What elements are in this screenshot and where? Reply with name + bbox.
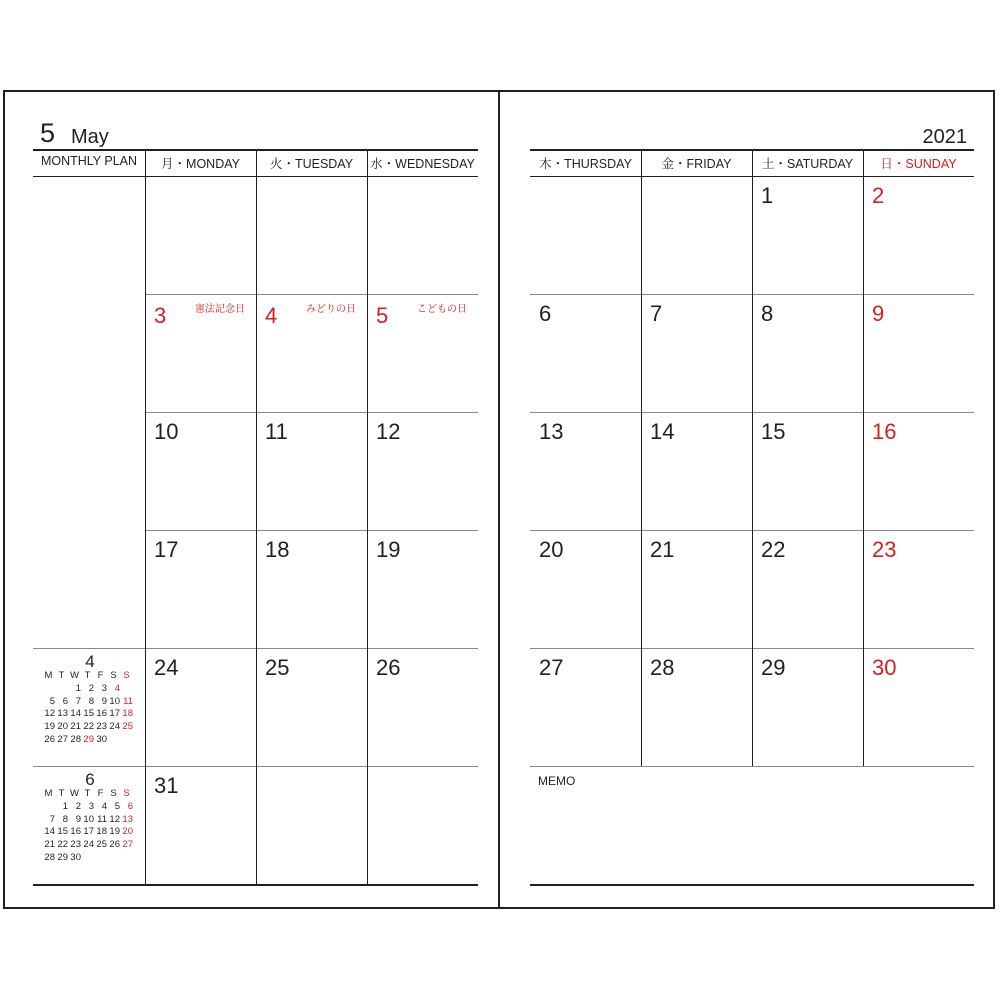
weekday-letter: S xyxy=(110,788,117,799)
mini-calendar-month: 6 xyxy=(85,770,95,789)
mini-day: 8 xyxy=(88,695,94,707)
mini-calendar-week xyxy=(42,814,134,827)
week-divider xyxy=(145,412,478,413)
mini-day: 29 xyxy=(57,851,68,863)
mini-day: 15 xyxy=(57,826,68,838)
weekday-letter: T xyxy=(84,670,91,681)
right-page xyxy=(498,92,993,907)
planner-spread xyxy=(3,90,995,909)
weekday-letter: T xyxy=(58,670,65,681)
mini-day: 6 xyxy=(62,695,68,707)
mini-calendar-month: 4 xyxy=(85,652,95,671)
weekday-letter: S xyxy=(110,670,117,681)
weekday-letter: W xyxy=(70,670,79,681)
mini-day xyxy=(94,852,107,865)
week-divider xyxy=(145,766,478,767)
mini-day xyxy=(81,852,94,865)
mini-day: 20 xyxy=(57,721,68,733)
day-number: 30 xyxy=(872,655,897,680)
mini-day: 1 xyxy=(75,682,81,694)
mini-day: 27 xyxy=(57,733,68,745)
day-number: 18 xyxy=(265,537,290,562)
mini-day: 11 xyxy=(97,813,107,825)
weekday-letter: M xyxy=(44,788,53,799)
mini-divider xyxy=(33,648,145,649)
header-saturday: 土・SATURDAY xyxy=(761,157,854,171)
mini-day: 10 xyxy=(83,813,94,825)
weekday-letter: T xyxy=(58,788,65,799)
mini-calendar-week xyxy=(42,801,134,814)
mini-day: 7 xyxy=(75,695,81,707)
day-number: 5 xyxy=(376,303,389,328)
mini-day xyxy=(107,852,120,865)
left-page xyxy=(5,92,498,907)
column-divider xyxy=(256,149,257,884)
column-divider xyxy=(367,149,368,884)
day-number: 21 xyxy=(650,537,675,562)
weekday-letter: S xyxy=(123,788,130,799)
mini-day: 19 xyxy=(44,721,55,733)
mini-day: 16 xyxy=(70,826,81,838)
mini-day: 2 xyxy=(88,682,94,694)
mini-calendar-weekdays xyxy=(42,670,134,683)
mini-day: 21 xyxy=(44,839,55,851)
mini-calendar-week xyxy=(42,734,134,747)
mini-calendar xyxy=(42,772,134,865)
mini-calendar-week xyxy=(42,708,134,721)
mini-day: 17 xyxy=(109,708,120,720)
column-divider xyxy=(145,149,146,884)
mini-day: 22 xyxy=(83,721,94,733)
bottom-rule xyxy=(33,884,478,886)
mini-calendar-weekdays xyxy=(42,788,134,801)
mini-day xyxy=(42,683,55,696)
memo-label: MEMO xyxy=(538,774,576,788)
header-thursday: 木・THURSDAY xyxy=(539,157,632,171)
mini-day xyxy=(55,683,68,696)
week-divider xyxy=(530,766,974,767)
day-number: 19 xyxy=(376,537,401,562)
mini-day: 3 xyxy=(101,682,107,694)
holiday-label: みどりの日 xyxy=(306,304,356,315)
mini-calendar xyxy=(42,654,134,747)
mini-day: 13 xyxy=(122,813,133,825)
mini-day: 23 xyxy=(70,839,81,851)
mini-day: 18 xyxy=(96,826,107,838)
column-divider xyxy=(641,149,642,766)
day-number: 12 xyxy=(376,419,401,444)
mini-day: 22 xyxy=(57,839,68,851)
mini-day: 18 xyxy=(122,708,133,720)
header-monday: 月・MONDAY xyxy=(161,157,240,171)
holiday-label: こどもの日 xyxy=(417,304,467,315)
mini-calendar-week xyxy=(42,839,134,852)
day-number: 14 xyxy=(650,419,675,444)
mini-day: 9 xyxy=(75,813,81,825)
week-divider xyxy=(145,648,478,649)
day-number: 2 xyxy=(872,183,885,208)
header-wednesday: 水・WEDNESDAY xyxy=(370,157,475,171)
mini-day: 14 xyxy=(44,826,55,838)
weekday-letter: F xyxy=(97,670,104,681)
mini-day xyxy=(42,801,55,814)
mini-day: 30 xyxy=(70,851,81,863)
mini-day: 25 xyxy=(122,721,133,733)
mini-day: 26 xyxy=(109,839,120,851)
header-monthly-plan: MONTHLY PLAN xyxy=(40,154,138,168)
mini-day: 24 xyxy=(83,839,94,851)
day-number: 9 xyxy=(872,301,885,326)
weekday-letter: T xyxy=(84,788,91,799)
mini-day: 25 xyxy=(96,839,107,851)
mini-day: 5 xyxy=(114,800,120,812)
weekday-letter: W xyxy=(70,788,79,799)
mini-day: 17 xyxy=(83,826,94,838)
mini-day: 15 xyxy=(83,708,94,720)
mini-calendar-week xyxy=(42,852,134,865)
bottom-rule xyxy=(530,884,974,886)
mini-day xyxy=(120,852,133,865)
week-divider xyxy=(145,530,478,531)
column-divider xyxy=(752,149,753,766)
header-sunday: 日・SUNDAY xyxy=(880,157,957,171)
mini-day: 26 xyxy=(44,733,55,745)
mini-day: 19 xyxy=(109,826,120,838)
day-number: 4 xyxy=(265,303,278,328)
day-number: 24 xyxy=(154,655,179,680)
mini-day: 29 xyxy=(83,733,94,745)
column-divider xyxy=(863,149,864,766)
day-number: 16 xyxy=(872,419,897,444)
month-name: May xyxy=(71,126,109,148)
mini-day: 8 xyxy=(62,813,68,825)
day-number: 7 xyxy=(650,301,663,326)
day-number: 31 xyxy=(154,773,179,798)
weekday-letter: S xyxy=(123,670,130,681)
mini-day: 28 xyxy=(44,851,55,863)
mini-day: 2 xyxy=(75,800,81,812)
mini-day: 3 xyxy=(88,800,94,812)
weekday-letter: M xyxy=(44,670,53,681)
day-number: 1 xyxy=(761,183,774,208)
header-friday: 金・FRIDAY xyxy=(661,157,732,171)
mini-calendar-week xyxy=(42,721,134,734)
mini-divider xyxy=(33,766,145,767)
mini-day: 30 xyxy=(96,733,107,745)
mini-day: 6 xyxy=(127,800,133,812)
holiday-label: 憲法記念日 xyxy=(195,304,245,315)
mini-calendar-week xyxy=(42,696,134,709)
mini-day: 20 xyxy=(122,826,133,838)
mini-day: 7 xyxy=(49,813,55,825)
mini-day: 28 xyxy=(70,733,81,745)
mini-day: 9 xyxy=(101,695,107,707)
day-number: 6 xyxy=(539,301,552,326)
mini-day: 10 xyxy=(109,695,120,707)
mini-day: 27 xyxy=(122,839,133,851)
day-number: 29 xyxy=(761,655,786,680)
mini-day xyxy=(107,734,120,747)
mini-day: 12 xyxy=(109,813,120,825)
mini-day: 21 xyxy=(70,721,81,733)
mini-day: 24 xyxy=(109,721,120,733)
mini-calendar-week xyxy=(42,826,134,839)
mini-day: 1 xyxy=(62,800,68,812)
day-number: 17 xyxy=(154,537,179,562)
day-number: 26 xyxy=(376,655,401,680)
mini-day: 13 xyxy=(57,708,68,720)
day-number: 8 xyxy=(761,301,774,326)
day-number: 13 xyxy=(539,419,564,444)
weekday-letter: F xyxy=(97,788,104,799)
day-number: 11 xyxy=(265,419,288,444)
day-number: 10 xyxy=(154,419,179,444)
day-number: 27 xyxy=(539,655,564,680)
month-number: 5 xyxy=(40,118,56,148)
mini-day: 16 xyxy=(96,708,107,720)
day-number: 23 xyxy=(872,537,897,562)
mini-day: 4 xyxy=(101,800,107,812)
day-number: 28 xyxy=(650,655,675,680)
mini-day: 4 xyxy=(114,682,120,694)
mini-calendar-week xyxy=(42,683,134,696)
year-label: 2021 xyxy=(922,126,967,148)
mini-day: 5 xyxy=(49,695,55,707)
day-number: 25 xyxy=(265,655,290,680)
day-number: 15 xyxy=(761,419,786,444)
mini-day: 11 xyxy=(123,695,133,707)
day-number: 20 xyxy=(539,537,564,562)
mini-day: 23 xyxy=(96,721,107,733)
day-number: 3 xyxy=(154,303,167,328)
mini-day: 14 xyxy=(70,708,81,720)
mini-day: 12 xyxy=(44,708,55,720)
header-tuesday: 火・TUESDAY xyxy=(269,157,354,171)
week-divider xyxy=(145,294,478,295)
mini-day xyxy=(120,734,133,747)
day-number: 22 xyxy=(761,537,786,562)
mini-day xyxy=(120,683,133,696)
